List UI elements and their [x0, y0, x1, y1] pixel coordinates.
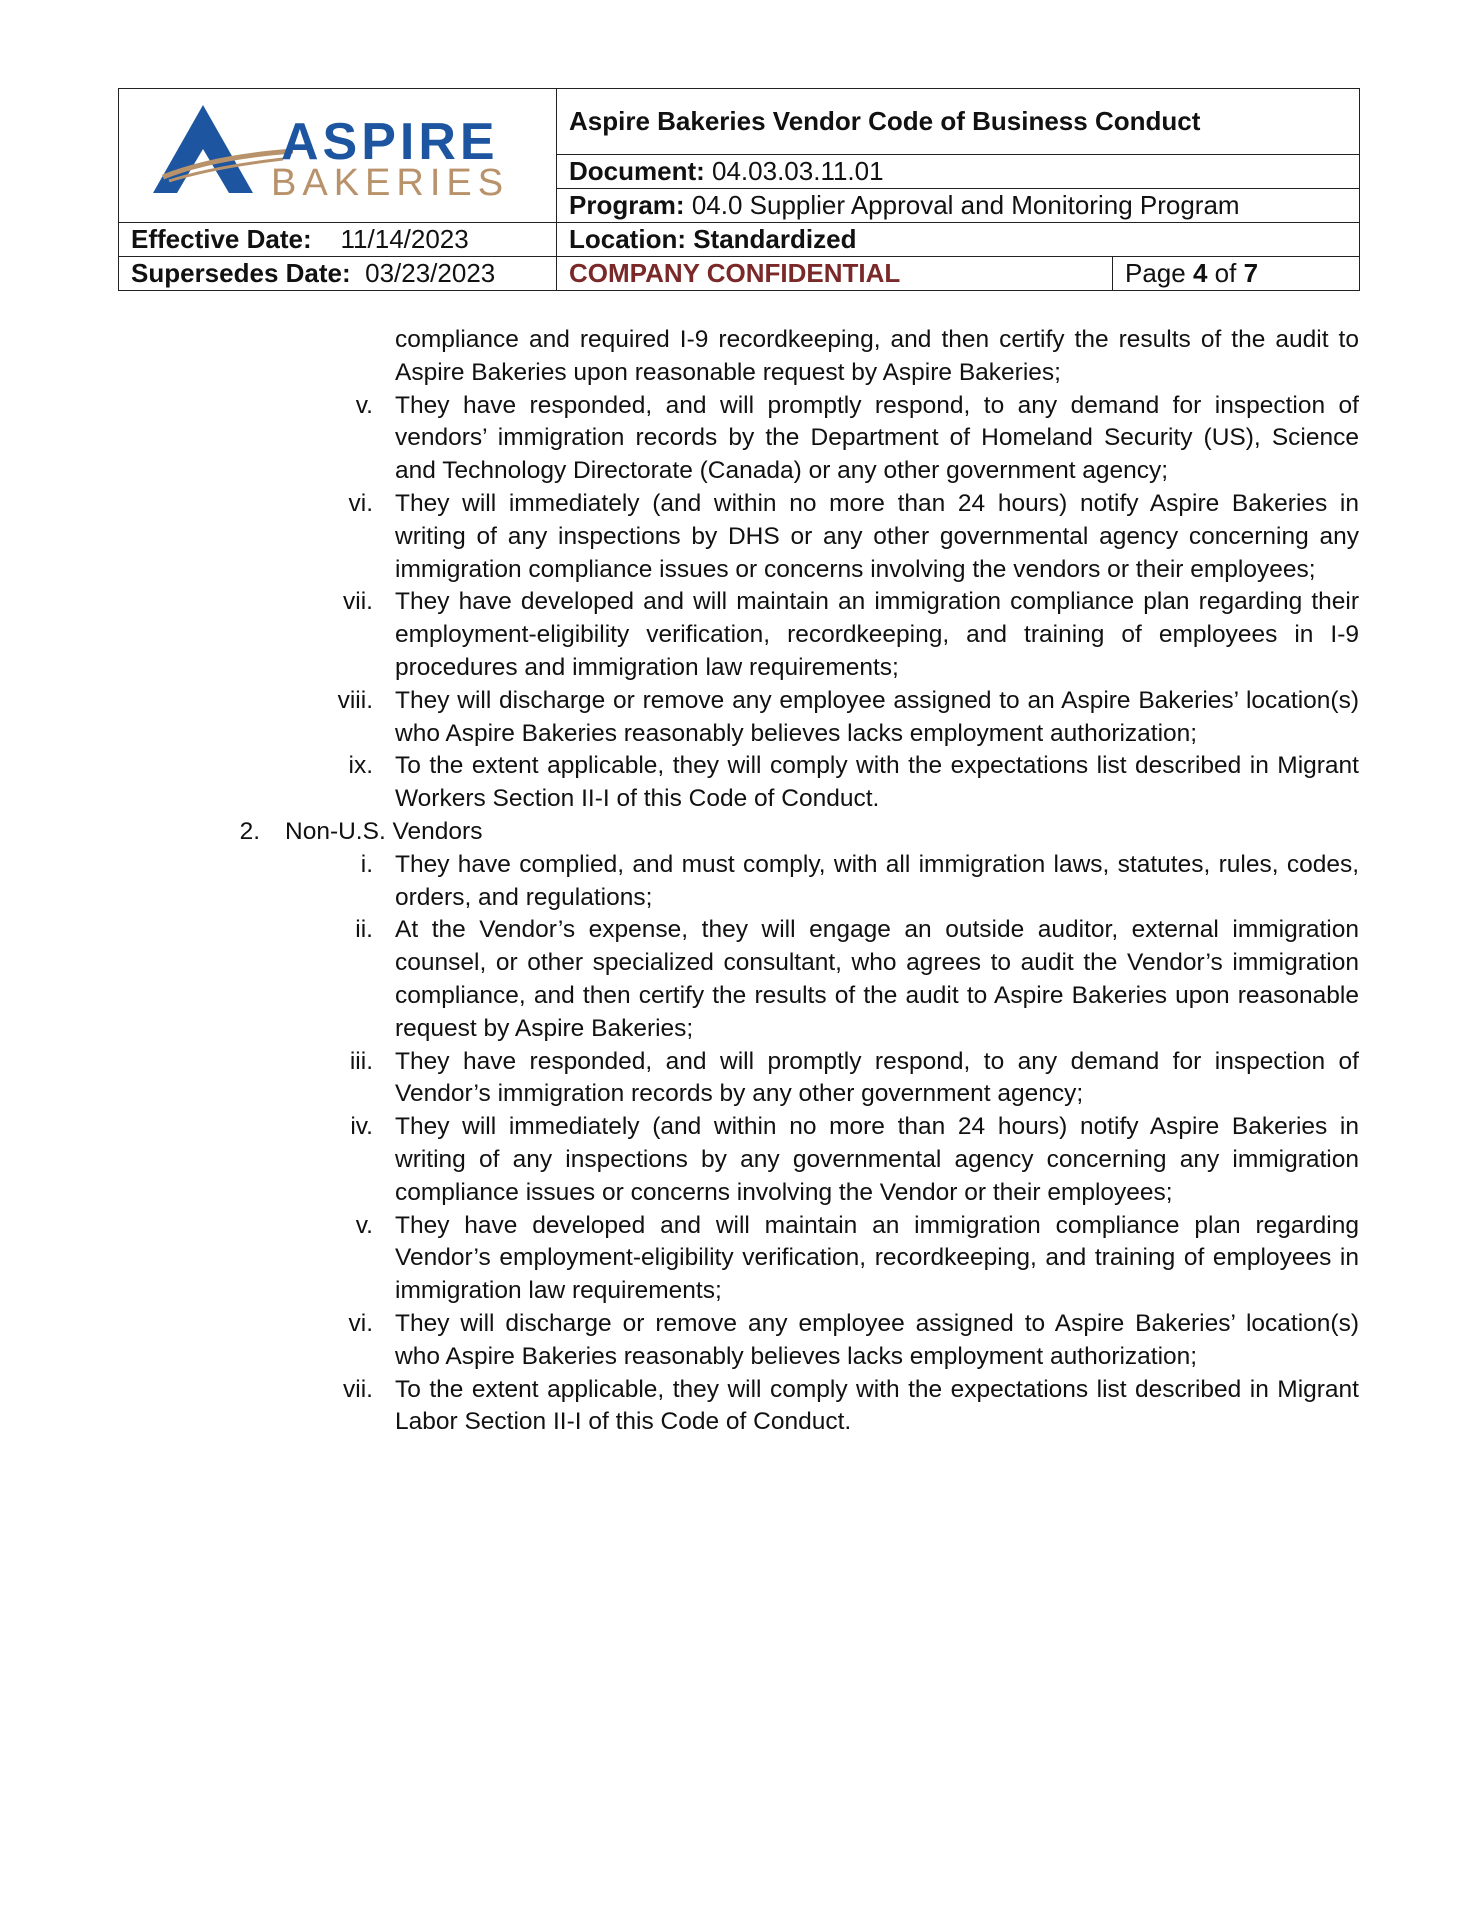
list-item-marker: viii. [337, 686, 373, 714]
list-item-text: They will immediately (and within no more than 24 hours) notify Aspire Bakeries in writing of any inspections by DHS or any other governmental agency concerning any immigration compliance issues or concerns involving the vendors or their employees; [395, 489, 1359, 583]
list-item-marker: iii. [349, 1047, 373, 1075]
list-item-marker: ix. [348, 752, 373, 780]
program-cell [557, 189, 1360, 223]
list-item-text: To the extent applicable, they will comply with the expectations list described in Migrant Workers Section II-I of this Code of Conduct. [395, 752, 1359, 813]
non-us-vendor-list [0, 849, 1484, 1439]
list-item-text: They will immediately (and within no more than 24 hours) notify Aspire Bakeries in writing of any inspections by any governmental agency concerning any immigration compliance issues or concerns involving the Vendor or their employees; [395, 1113, 1359, 1206]
list-item-marker: ii. [355, 916, 373, 944]
list-item [0, 685, 1484, 751]
location-cell: Location: Standardized [557, 223, 1360, 257]
list-item-text: They have responded, and will promptly respond, to any demand for inspection of vendors’ immigration records by the Department of Homeland Security (US), Science and Technology Directorate (Canada) or any other government agency; [395, 391, 1359, 485]
program-value: 04.0 Supplier Approval and Monitoring Program [691, 190, 1240, 220]
document-header [118, 88, 1360, 291]
section-heading-non-us [0, 816, 1484, 849]
list-item-marker: vi. [348, 1309, 373, 1337]
list-item-text: They will discharge or remove any employee assigned to Aspire Bakeries’ location(s) who Aspire Bakeries reasonably believes lacks employment authorization; [395, 1309, 1359, 1370]
list-item-marker: iv. [350, 1113, 373, 1141]
page-of: of [1214, 258, 1237, 288]
section-number: 2. [239, 817, 260, 845]
list-item [0, 390, 1484, 488]
page-total: 7 [1243, 258, 1259, 288]
list-item-text: They have developed and will maintain an immigration compliance plan regarding Vendor’s employment-eligibility verification, recordkeeping, and training of employees in immigration law requirements; [395, 1211, 1359, 1305]
continuation-text: compliance and required I-9 recordkeeping, and then certify the results of the audit to Aspire Bakeries upon reasonable request by Aspire Bakeries; [395, 326, 1359, 386]
supersedes-date-cell [119, 257, 557, 291]
list-item-text: They have complied, and must comply, with all immigration laws, statutes, rules, codes, orders, and regulations; [395, 850, 1359, 911]
page-number: 4 [1192, 258, 1208, 288]
list-item [0, 586, 1484, 684]
company-logo [143, 97, 533, 207]
list-item [0, 750, 1484, 816]
effective-date-cell [119, 223, 557, 257]
list-item [0, 1046, 1484, 1112]
confidential-label: COMPANY CONFIDENTIAL [557, 257, 1113, 291]
effective-date-value: 11/14/2023 [340, 224, 469, 254]
list-item-text: At the Vendor’s expense, they will engage an outside auditor, external immigration counsel, or other specialized consultant, who agrees to audit the Vendor’s immigration compliance, and then certify the results of the audit to Aspire Bakeries upon reasonable request by Aspire Bakeries; [395, 916, 1359, 1042]
list-item-marker: vii. [343, 1375, 373, 1403]
document-number-cell [557, 155, 1360, 189]
document-number: 04.03.03.11.01 [712, 156, 884, 186]
document-label: Document: [569, 156, 705, 186]
continuation-paragraph [0, 324, 1484, 390]
list-item [0, 1210, 1484, 1308]
list-item [0, 1308, 1484, 1374]
logo-a-shape [153, 105, 253, 193]
list-item [0, 1111, 1484, 1209]
list-item [0, 914, 1484, 1045]
logo-line2: BAKERIES [270, 162, 509, 204]
list-item [0, 1374, 1484, 1440]
page-prefix: Page [1125, 258, 1186, 288]
page-indicator [1113, 257, 1360, 291]
list-item-text: They have developed and will maintain an immigration compliance plan regarding their employment-eligibility verification, recordkeeping, and training of employees in I-9 procedures and immigration law requirements; [395, 588, 1359, 681]
logo-line1: ASPIRE [280, 113, 499, 171]
document-title: Aspire Bakeries Vendor Code of Business Conduct [557, 89, 1360, 155]
list-item-text: They will discharge or remove any employee assigned to an Aspire Bakeries’ location(s) who Aspire Bakeries reasonably believes lacks employment authorization; [395, 686, 1359, 747]
logo-cell [119, 89, 557, 223]
list-item-marker: vii. [343, 588, 373, 616]
supersedes-date-label: Supersedes Date: [131, 258, 351, 288]
list-item-marker: vi. [348, 489, 373, 517]
section-title: Non-U.S. Vendors [285, 817, 483, 845]
list-item-text: They have responded, and will promptly respond, to any demand for inspection of Vendor’s immigration records by any other government agency; [395, 1047, 1359, 1108]
list-item [0, 488, 1484, 586]
list-item-marker: v. [355, 1211, 373, 1239]
list-item-marker: v. [355, 391, 373, 419]
program-label: Program: [569, 190, 685, 220]
effective-date-label: Effective Date: [131, 224, 312, 254]
list-item-text: To the extent applicable, they will comply with the expectations list described in Migrant Labor Section II-I of this Code of Conduct. [395, 1375, 1359, 1436]
list-item [0, 849, 1484, 915]
supersedes-date-value: 03/23/2023 [365, 258, 496, 288]
us-vendor-list [0, 390, 1484, 816]
document-body [0, 324, 1484, 1439]
list-item-marker: i. [360, 850, 373, 878]
